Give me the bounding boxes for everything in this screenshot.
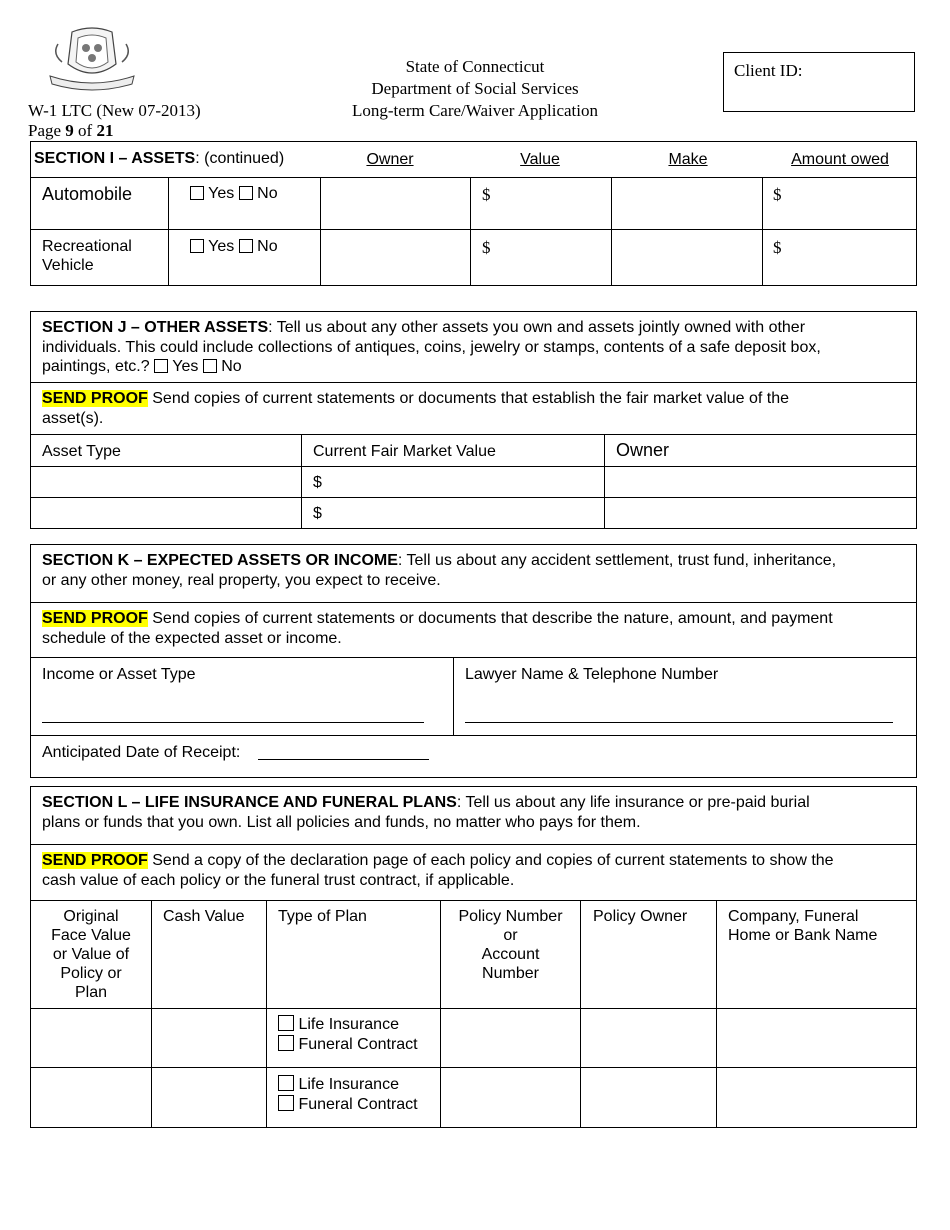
other-assets-no-checkbox[interactable] (203, 359, 217, 373)
automobile-yes-no (190, 184, 278, 203)
rv-no-label: No (257, 238, 278, 255)
col-original-line: Original (63, 908, 119, 925)
col-value: Value (520, 151, 560, 168)
section-l-line1 (42, 793, 810, 812)
automobile-yes-checkbox[interactable] (190, 186, 204, 200)
col-asset-type: Asset Type (42, 443, 121, 460)
rv-yes-label: Yes (208, 238, 235, 255)
col-policy-number-line: Policy Number (458, 908, 563, 925)
asset-owner-field-1[interactable] (605, 467, 916, 496)
section-l-proof-line1 (42, 851, 834, 870)
col-asset-owner: Owner (616, 440, 670, 460)
section-l-line2: plans or funds that you own. List all policies and funds, no matter who pays for them. (42, 814, 641, 831)
col-make: Make (668, 151, 708, 168)
header-state: State of Connecticut (405, 57, 545, 76)
client-id-label: Client ID: (734, 61, 803, 80)
lawyer-name-field[interactable] (465, 700, 893, 723)
life-insurance-checkbox-1[interactable] (278, 1015, 294, 1031)
rv-make-field[interactable] (612, 230, 761, 285)
section-j-proof-text: Send copies of current statements or documents that establish the fair market value of the (147, 390, 790, 407)
rv-owner-field[interactable] (321, 230, 469, 285)
face-value-field-1[interactable] (31, 1009, 150, 1066)
section-k-proof-line1 (42, 609, 833, 628)
col-company-line: Home or Bank Name (728, 927, 878, 944)
section-i-heading: SECTION I – ASSETS (34, 150, 196, 167)
state-seal (44, 24, 140, 92)
col-cash-value: Cash Value (163, 908, 245, 925)
section-k-proof-text: Send copies of current statements or documents that describe the nature, amount, and payment (147, 610, 833, 627)
col-policy-number-line: or (503, 927, 518, 944)
col-company-line: Company, Funeral (728, 908, 859, 925)
rv-yes-no (190, 237, 278, 256)
automobile-value-field[interactable] (496, 178, 610, 228)
fmv-dollar-1: $ (313, 474, 322, 491)
section-j-line3 (42, 357, 242, 376)
automobile-yes-label: Yes (208, 185, 235, 202)
rv-yes-checkbox[interactable] (190, 239, 204, 253)
col-policy-number-line: Number (482, 965, 539, 982)
automobile-no-checkbox[interactable] (239, 186, 253, 200)
col-original-line: Policy or (60, 965, 122, 982)
page-total: 21 (96, 121, 114, 140)
rv-owed-field[interactable] (788, 230, 916, 285)
col-original-face-value (31, 907, 151, 1002)
policy-owner-field-2[interactable] (581, 1068, 715, 1127)
policy-number-field-2[interactable] (441, 1068, 579, 1127)
other-assets-yes-checkbox[interactable] (154, 359, 168, 373)
life-insurance-checkbox-2[interactable] (278, 1075, 294, 1091)
fmv-dollar-2: $ (313, 505, 322, 522)
rv-value-dollar: $ (482, 238, 491, 257)
funeral-contract-checkbox-1[interactable] (278, 1035, 294, 1051)
cash-value-field-2[interactable] (152, 1068, 265, 1127)
fmv-field-1[interactable] (326, 467, 603, 496)
face-value-field-2[interactable] (31, 1068, 150, 1127)
header-department: Department of Social Services (371, 79, 579, 98)
col-amount-owed: Amount owed (791, 151, 889, 168)
life-insurance-label: Life Insurance (298, 1016, 399, 1033)
asset-type-field-1[interactable] (31, 467, 300, 496)
send-proof-badge: SEND PROOF (42, 852, 148, 869)
funeral-contract-label: Funeral Contract (298, 1096, 418, 1113)
other-assets-no-label: No (221, 358, 242, 375)
send-proof-badge: SEND PROOF (42, 610, 148, 627)
funeral-contract-checkbox-2[interactable] (278, 1095, 294, 1111)
cash-value-field-1[interactable] (152, 1009, 265, 1066)
row-automobile-label: Automobile (42, 184, 133, 204)
of-word: of (78, 121, 93, 140)
income-asset-type-label: Income or Asset Type (42, 666, 196, 683)
automobile-make-field[interactable] (612, 178, 761, 228)
automobile-owed-field[interactable] (788, 178, 916, 228)
section-k-intro: : Tell us about any accident settlement, trust fund, inheritance, (397, 552, 837, 569)
header-application: Long-term Care/Waiver Application (352, 101, 598, 120)
policy-owner-field-1[interactable] (581, 1009, 715, 1066)
section-l-heading: SECTION L – LIFE INSURANCE AND FUNERAL PLANS (42, 794, 457, 811)
row-rv-label-2: Vehicle (42, 257, 94, 274)
col-policy-owner: Policy Owner (593, 908, 688, 925)
anticipated-date-label: Anticipated Date of Receipt: (42, 744, 241, 761)
rv-owed-dollar: $ (773, 238, 782, 257)
automobile-no-label: No (257, 185, 278, 202)
rv-no-checkbox[interactable] (239, 239, 253, 253)
company-field-1[interactable] (717, 1009, 916, 1066)
section-j-heading: SECTION J – OTHER ASSETS (42, 319, 269, 336)
section-j-proof-line2: asset(s). (42, 410, 104, 427)
section-k-heading: SECTION K – EXPECTED ASSETS OR INCOME (42, 552, 398, 569)
plan-type-options-2 (278, 1075, 418, 1114)
section-j-line2: individuals. This could include collections of antiques, coins, jewelry or stamps, contents of a safe deposit box, (42, 339, 821, 356)
funeral-contract-label: Funeral Contract (298, 1036, 418, 1053)
client-id-box[interactable] (723, 52, 915, 112)
section-i-continued: : (continued) (195, 150, 285, 167)
col-original-line: Plan (74, 984, 108, 1001)
page-number (28, 121, 113, 140)
col-company (728, 907, 877, 945)
col-owner: Owner (366, 151, 414, 168)
automobile-value-dollar: $ (482, 185, 491, 204)
automobile-owner-field[interactable] (321, 178, 469, 228)
asset-type-field-2[interactable] (31, 498, 300, 528)
section-k-line2: or any other money, real property, you expect to receive. (42, 572, 441, 589)
lawyer-name-label: Lawyer Name & Telephone Number (465, 666, 719, 683)
automobile-owed-dollar: $ (773, 185, 782, 204)
section-k-proof-line2: schedule of the expected asset or income. (42, 630, 342, 647)
section-l-proof-text: Send a copy of the declaration page of each policy and copies of current statements to show the (147, 852, 834, 869)
row-rv-label-1: Recreational (42, 238, 132, 255)
income-asset-type-field[interactable] (42, 700, 424, 723)
col-policy-number-line: Account (481, 946, 540, 963)
asset-owner-field-2[interactable] (605, 498, 916, 528)
policy-number-field-1[interactable] (441, 1009, 579, 1066)
send-proof-badge: SEND PROOF (42, 390, 148, 407)
plan-type-options-1 (278, 1015, 418, 1054)
other-assets-yes-label: Yes (172, 358, 199, 375)
form-id: W-1 LTC (New 07-2013) (28, 101, 201, 120)
section-i-title (34, 149, 284, 168)
company-field-2[interactable] (717, 1068, 916, 1127)
rv-value-field[interactable] (496, 230, 610, 285)
anticipated-date-field[interactable] (258, 742, 429, 760)
col-fair-market-value: Current Fair Market Value (313, 443, 496, 460)
section-j-proof-line1 (42, 389, 789, 408)
col-policy-number (441, 907, 580, 983)
life-insurance-label: Life Insurance (298, 1076, 399, 1093)
section-k-line1 (42, 551, 836, 570)
col-original-line: Face Value (51, 927, 131, 944)
col-original-line: or Value of (52, 946, 130, 963)
section-j-intro: : Tell us about any other assets you own and assets jointly owned with other (268, 319, 806, 336)
col-type-of-plan: Type of Plan (278, 908, 367, 925)
section-j-question: paintings, etc.? (42, 358, 150, 375)
page-word: Page (28, 121, 62, 140)
section-l-intro: : Tell us about any life insurance or pre-paid burial (456, 794, 810, 811)
section-j-line1 (42, 318, 805, 337)
fmv-field-2[interactable] (326, 498, 603, 528)
page-num: 9 (65, 121, 74, 140)
section-l-proof-line2: cash value of each policy or the funeral trust contract, if applicable. (42, 872, 515, 889)
